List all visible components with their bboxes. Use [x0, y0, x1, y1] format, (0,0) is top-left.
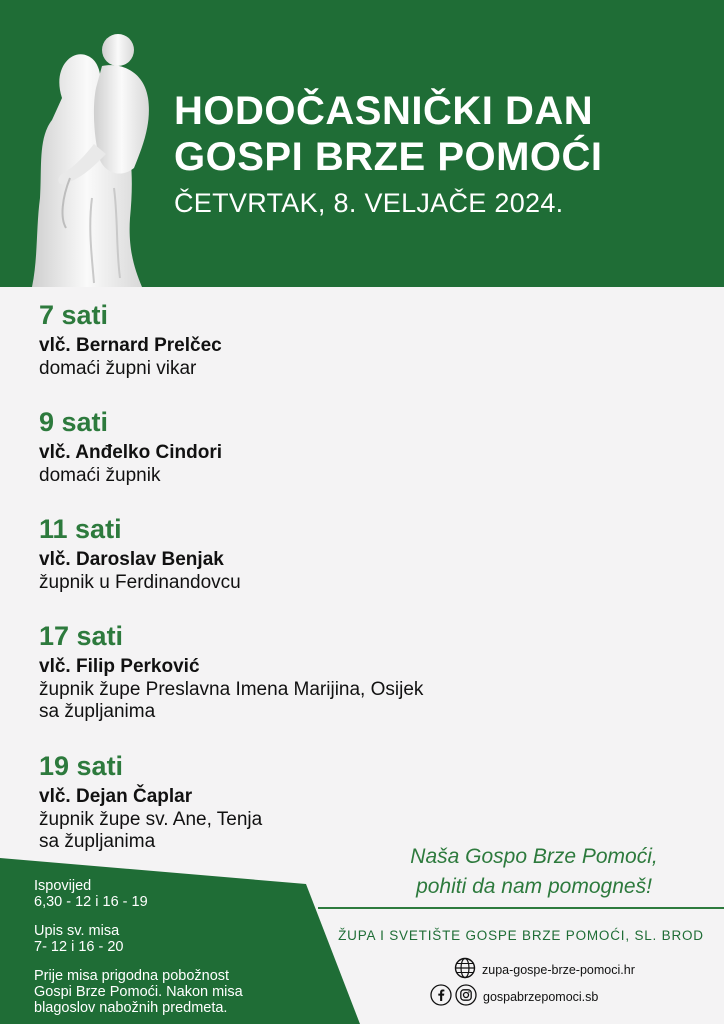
slot-priest: vlč. Filip Perković	[39, 656, 200, 677]
prayer-motto	[364, 842, 704, 902]
divider	[318, 907, 724, 909]
mass-hours: 7- 12 i 16 - 20	[34, 939, 124, 955]
header-banner	[0, 0, 724, 287]
slot-role: župnik župe Preslavna Imena Marijina, Osijek	[39, 679, 424, 700]
statue-image	[22, 28, 162, 287]
schedule-item	[39, 619, 679, 749]
schedule-item	[39, 512, 679, 619]
website-link[interactable]: zupa-gospe-brze-pomoci.hr	[482, 962, 635, 977]
slot-time: 11 sati	[39, 514, 122, 544]
confession-label: Ispovijed	[34, 878, 92, 894]
slot-role: župnik u Ferdinandovcu	[39, 572, 241, 593]
slot-priest: vlč. Anđelko Cindori	[39, 442, 222, 463]
slot-priest: vlč. Dejan Čaplar	[39, 786, 193, 807]
mass-registration-info	[34, 923, 324, 955]
confession-hours: 6,30 - 12 i 16 - 19	[34, 894, 148, 910]
slot-time: 17 sati	[39, 621, 124, 651]
instagram-icon[interactable]	[455, 984, 477, 1009]
info-panel	[0, 858, 360, 1024]
confession-info	[34, 878, 324, 910]
title-line-1: HODOČASNIČKI DAN	[174, 89, 594, 133]
social-handle[interactable]: gospabrzepomoci.sb	[483, 989, 599, 1004]
motto-line-1: Naša Gospo Brze Pomoći,	[410, 845, 658, 868]
motto-line-2: pohiti da nam pomogneš!	[416, 875, 652, 898]
title-line-2: GOSPI BRZE POMOĆI	[174, 135, 603, 179]
note-line: Gospi Brze Pomoći. Nakon misa	[34, 984, 243, 1000]
event-date: ČETVRTAK, 8. VELJAČE 2024.	[174, 188, 564, 218]
slot-role: župnik župe sv. Ane, Tenja	[39, 809, 263, 830]
note-line: Prije misa prigodna pobožnost	[34, 968, 230, 984]
social-contact[interactable]	[430, 984, 598, 1009]
schedule-item	[39, 298, 679, 405]
schedule-item	[39, 405, 679, 512]
slot-role-extra: sa župljanima	[39, 701, 156, 722]
slot-role-extra: sa župljanima	[39, 831, 156, 852]
slot-priest: vlč. Bernard Prelčec	[39, 335, 222, 356]
note-line: blagoslov nabožnih predmeta.	[34, 1000, 228, 1016]
schedule-item	[39, 749, 679, 856]
mass-label: Upis sv. misa	[34, 923, 120, 939]
slot-role: domaći župni vikar	[39, 358, 197, 379]
mass-schedule	[39, 298, 679, 856]
slot-time: 19 sati	[39, 751, 124, 781]
slot-time: 7 sati	[39, 300, 109, 330]
parish-name: ŽUPA I SVETIŠTE GOSPE BRZE POMOĆI, SL. BROD	[338, 928, 704, 943]
facebook-icon[interactable]	[430, 984, 452, 1009]
globe-icon	[454, 957, 476, 982]
slot-time: 9 sati	[39, 407, 109, 437]
website-contact[interactable]	[454, 957, 635, 982]
devotion-note	[34, 968, 324, 1016]
slot-priest: vlč. Daroslav Benjak	[39, 549, 224, 570]
page-title	[174, 88, 714, 180]
slot-role: domaći župnik	[39, 465, 161, 486]
